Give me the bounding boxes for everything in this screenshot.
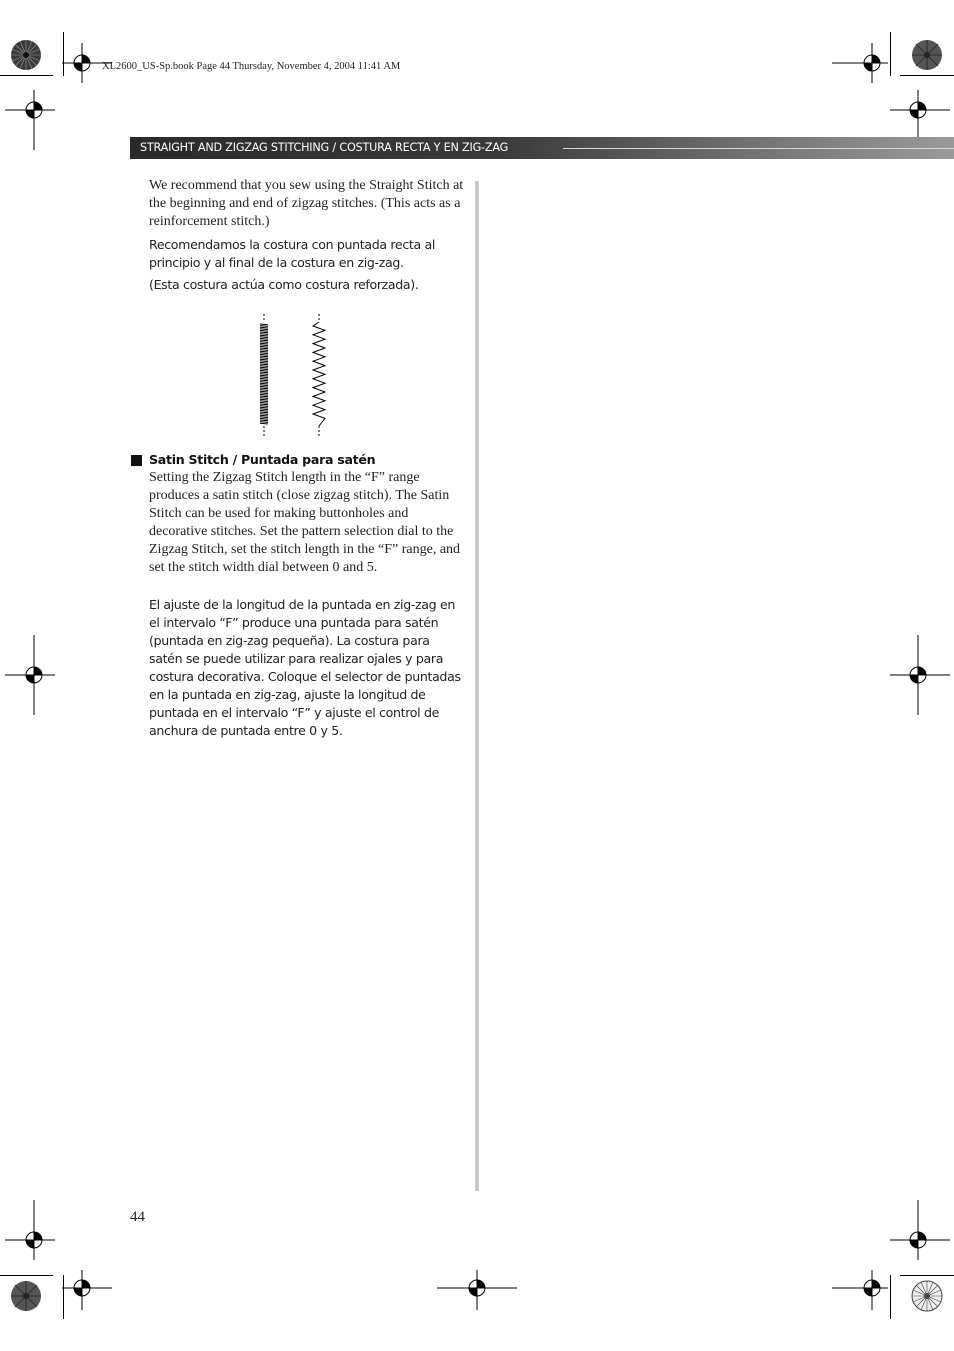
crop-mark [900,75,954,76]
color-target-icon [911,1280,943,1312]
crop-mark [0,75,53,76]
print-info: XL2600_US-Sp.book Page 44 Thursday, November 4, 2004 11:41 AM [102,61,401,72]
banner-rule [563,148,954,149]
color-target-icon [10,1280,42,1312]
registration-mark-icon [832,1270,888,1310]
section-title [140,141,508,154]
intro-text-en: We recommend that you sew using the Straight Stitch at the beginning and end of zigzag stitches. (This acts as a reinforcement stitch.) [149,178,464,229]
intro-note-es: (Esta costura actúa como costura reforzada). [149,277,419,292]
zigzag-stitch-sample-icon [313,314,325,436]
crop-mark [900,1275,954,1276]
color-target-icon [911,39,943,71]
section-bullet [131,455,142,466]
crop-mark [890,1275,891,1319]
crop-mark [890,32,891,76]
crop-mark [0,1275,53,1276]
section-separator: / [329,141,340,154]
registration-mark-icon [5,90,55,150]
section-title-es: COSTURA RECTA Y EN ZIG-ZAG [339,141,509,154]
column-divider [475,181,479,1191]
satin-stitch-sample-icon [260,314,268,436]
satin-stitch-heading: Satin Stitch / Puntada para satén [149,452,376,467]
satin-stitch-text-es: El ajuste de la longitud de la puntada en zig-zag en el intervalo “F” produce una puntada para satén (puntada en zig-zag pequeña). La costura para satén se puede utilizar para realizar ojales y para costura decorativa. Coloque el selector de puntadas en la puntada en zig-zag, ajuste la longitud de puntada en el intervalo “F” y ajuste el control de anchura de puntada entre 0 y 5. [149,597,461,738]
section-banner [130,137,954,159]
registration-mark-icon [62,1270,112,1310]
color-target-icon [10,39,42,71]
satin-stitch-text-en: Setting the Zigzag Stitch length in the “F” range produces a satin stitch (close zigzag stitch). The Satin Stitch can be used for making buttonholes and decorative stitches. Set the pattern selection dial to the Zigzag Stitch, set the stitch length in the “F” range, and set the stitch width dial between 0 and 5. [149,470,461,575]
registration-mark-icon [890,1200,950,1260]
registration-mark-icon [832,43,888,83]
registration-mark-icon [890,635,950,715]
registration-mark-icon [5,1200,55,1260]
registration-mark-icon [5,635,55,715]
stitch-illustration [250,312,340,438]
section-title-en: STRAIGHT AND ZIGZAG STITCHING [140,141,330,154]
intro-text-es: Recomendamos la costura con puntada recta al principio y al final de la costura en zig-zag. [149,237,436,270]
page-number: 44 [130,1209,145,1225]
registration-mark-icon [437,1270,517,1310]
